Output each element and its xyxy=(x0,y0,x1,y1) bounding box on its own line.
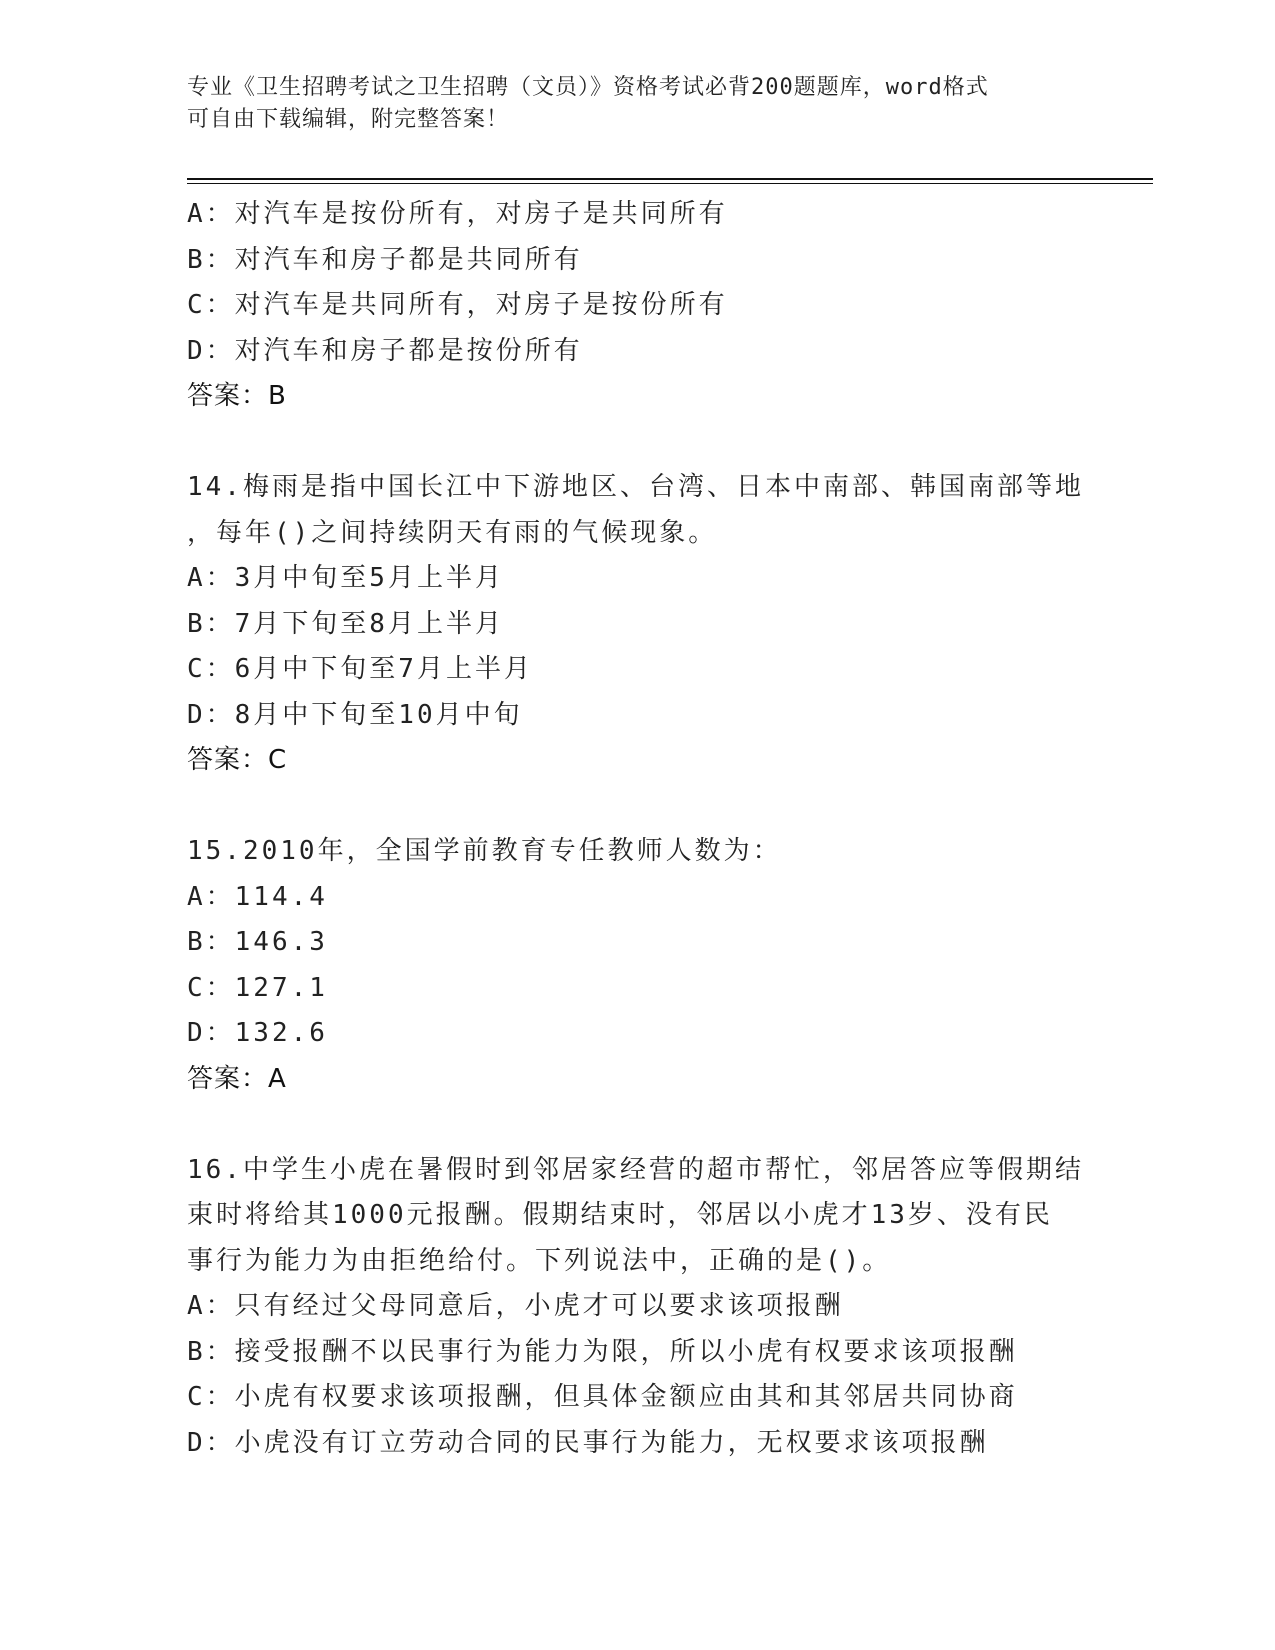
option-b: B：7月下旬至8月上半月 xyxy=(187,608,504,639)
option-b: B：接受报酬不以民事行为能力为限，所以小虎有权要求该项报酬 xyxy=(187,1336,1018,1367)
question-14 xyxy=(187,465,1087,784)
option-b: B：对汽车和房子都是共同所有 xyxy=(187,244,583,275)
document-header xyxy=(187,72,1067,136)
header-rule-thin xyxy=(187,183,1153,184)
option-a: A：对汽车是按份所有，对房子是共同所有 xyxy=(187,199,728,229)
question-15 xyxy=(187,829,1087,1102)
option-d: D：对汽车和房子都是按份所有 xyxy=(187,335,583,366)
option-d: D：小虎没有订立劳动合同的民事行为能力，无权要求该项报酬 xyxy=(187,1427,989,1458)
option-b: B：146.3 xyxy=(187,927,328,957)
option-a: A：3月中旬至5月上半月 xyxy=(187,563,504,593)
option-d: D：8月中下旬至10月中旬 xyxy=(187,699,523,730)
question-stem-line: ，每年()之间持续阴天有雨的气候现象。 xyxy=(187,517,718,548)
question-list xyxy=(187,192,1087,1466)
option-c: C：127.1 xyxy=(187,972,328,1003)
question-13 xyxy=(187,192,1087,420)
question-16 xyxy=(187,1148,1087,1467)
spacer xyxy=(187,420,1087,466)
question-stem-line: 16.中学生小虎在暑假时到邻居家经营的超市帮忙，邻居答应等假期结 xyxy=(187,1154,1084,1185)
option-d: D：132.6 xyxy=(187,1018,328,1048)
header-title-line-2: 可自由下载编辑，附完整答案！ xyxy=(187,107,510,132)
option-c: C：对汽车是共同所有，对房子是按份所有 xyxy=(187,290,728,320)
header-title-line-1: 专业《卫生招聘考试之卫生招聘（文员）》资格考试必背200题题库，word格式 xyxy=(187,75,989,100)
answer-line: 答案：C xyxy=(187,745,288,775)
question-stem-line: 14.梅雨是指中国长江中下游地区、台湾、日本中南部、韩国南部等地 xyxy=(187,472,1084,502)
spacer xyxy=(187,1102,1087,1148)
question-stem-line: 束时将给其1000元报酬。假期结束时，邻居以小虎才13岁、没有民 xyxy=(187,1200,1053,1230)
spacer xyxy=(187,784,1087,830)
option-a: A：只有经过父母同意后，小虎才可以要求该项报酬 xyxy=(187,1291,844,1321)
question-stem-line: 事行为能力为由拒绝给付。下列说法中，正确的是()。 xyxy=(187,1245,892,1276)
answer-line: 答案：A xyxy=(187,1063,287,1094)
option-c: C：小虎有权要求该项报酬，但具体金额应由其和其邻居共同协商 xyxy=(187,1382,1018,1412)
question-stem-line: 15.2010年，全国学前教育专任教师人数为： xyxy=(187,836,782,866)
option-c: C：6月中下旬至7月上半月 xyxy=(187,654,533,684)
option-a: A：114.4 xyxy=(187,881,328,912)
header-rule-thick xyxy=(187,178,1153,180)
answer-line: 答案：B xyxy=(187,381,287,411)
